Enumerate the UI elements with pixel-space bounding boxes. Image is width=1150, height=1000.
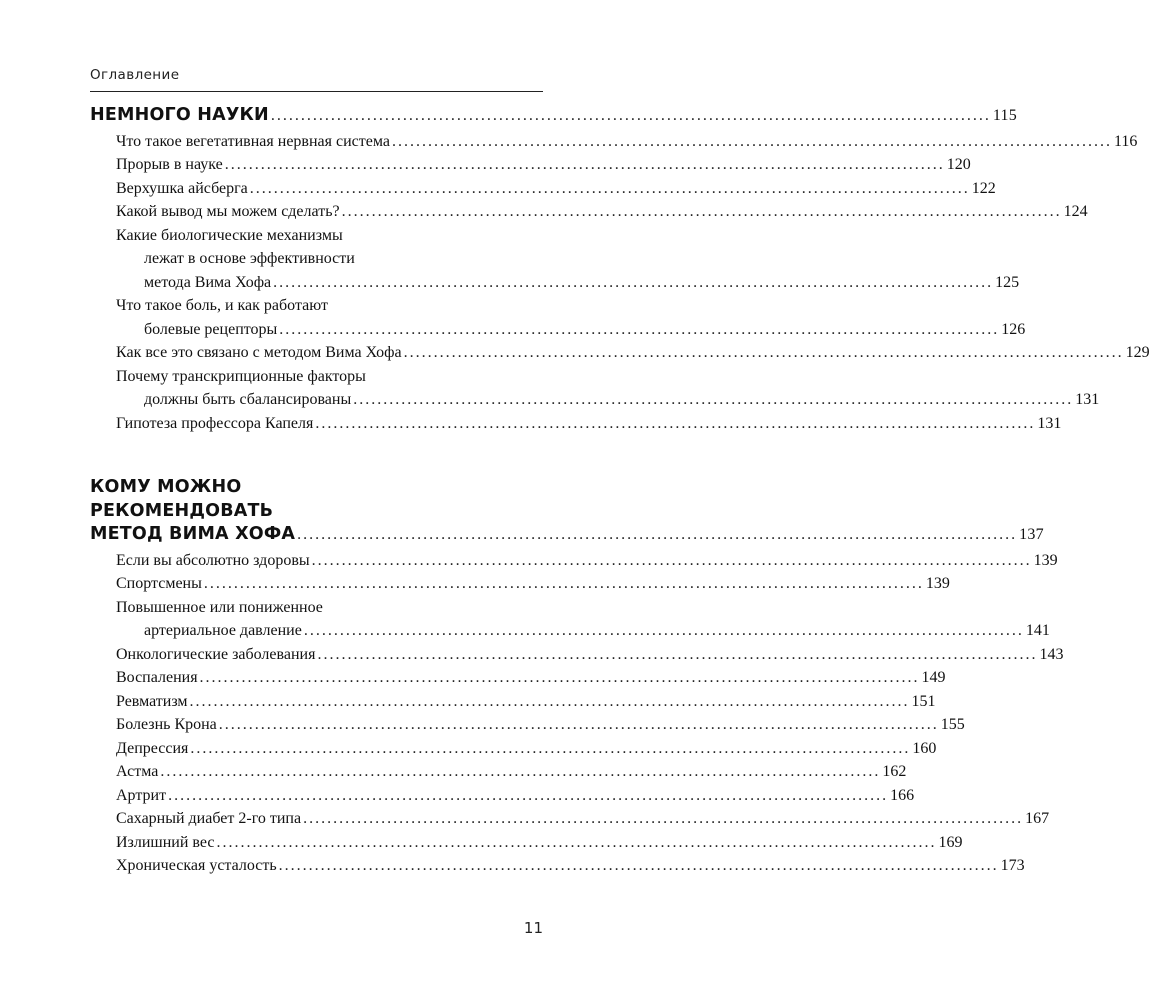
toc-entry-title: Если вы абсолютно здоровы <box>116 551 310 569</box>
dot-leader: ........................................................................................................................ <box>315 414 1036 432</box>
dot-leader: ........................................................................................................................ <box>353 391 1074 408</box>
dot-leader: ........................................................................................................................ <box>203 575 924 592</box>
toc-entry[interactable] <box>90 549 1058 573</box>
page-number: 11 <box>523 919 543 937</box>
toc-entry-title: Какой вывод мы можем сделать? <box>116 203 340 220</box>
toc-entry-page: 122 <box>971 179 996 197</box>
toc-entry-title: Депрессия <box>116 739 189 757</box>
toc-entry[interactable] <box>90 643 1064 667</box>
toc-entry[interactable] <box>90 412 1062 436</box>
dot-leader: ........................................................................................................................ <box>279 320 1000 338</box>
toc-entry-page: 141 <box>1025 622 1050 639</box>
dot-leader: ........................................................................................................................ <box>249 179 970 197</box>
section-heading-title: МЕТОД ВИМА ХОФА <box>90 524 296 544</box>
toc-entry-page: 155 <box>940 716 965 733</box>
header-rule <box>90 91 543 92</box>
toc-entry-page: 151 <box>911 692 936 710</box>
dot-leader: ........................................................................................................................ <box>168 786 889 804</box>
dot-leader: ........................................................................................................................ <box>224 156 945 173</box>
toc-entry-page: 120 <box>946 156 971 173</box>
toc-entry[interactable] <box>90 619 1050 643</box>
toc-entry-title: Что такое вегетативная нервная система <box>116 132 390 150</box>
dot-leader: ........................................................................................................................ <box>273 273 994 291</box>
toc-entry-page: 126 <box>1001 320 1026 338</box>
dot-leader: ........................................................................................................................ <box>189 692 910 710</box>
toc-entry[interactable] <box>90 130 1138 154</box>
toc-entry[interactable] <box>90 737 937 761</box>
toc-entry-title: Гипотеза профессора Капеля <box>116 414 314 432</box>
dot-leader: ........................................................................................................................ <box>297 526 1018 543</box>
toc-entry-title: Верхушка айсберга <box>116 179 248 197</box>
toc-entry-page: 169 <box>938 833 963 851</box>
section-heading-page: 137 <box>1019 526 1044 543</box>
dot-leader: ........................................................................................................................ <box>199 669 920 686</box>
toc-entry-page: 149 <box>921 669 946 686</box>
toc-entry[interactable] <box>90 572 950 596</box>
toc-entry-page: 173 <box>1000 857 1025 874</box>
toc-entry-title: Сахарный диабет 2-го типа <box>116 810 302 827</box>
toc-entry-line[interactable]: Повышенное или пониженное <box>116 598 323 616</box>
toc-entry-page: 167 <box>1025 810 1050 827</box>
dot-leader: ........................................................................................................................ <box>270 107 991 124</box>
toc-entry[interactable] <box>90 666 946 690</box>
toc-entry-title: Излишний вес <box>116 833 215 851</box>
toc-entry-line[interactable]: Что такое боль, и как работают <box>116 297 328 314</box>
toc-entry-title: Болезнь Крона <box>116 716 217 733</box>
section-heading[interactable] <box>90 104 1017 128</box>
toc-entry-page: 143 <box>1039 645 1064 663</box>
toc-entry-title: Спортсмены <box>116 575 202 592</box>
toc-entry-page: 124 <box>1063 203 1088 220</box>
dot-leader: ........................................................................................................................ <box>160 763 881 780</box>
toc-entry-title: Артрит <box>116 786 167 804</box>
toc-entry[interactable] <box>90 831 963 855</box>
toc-entry[interactable] <box>90 807 1050 831</box>
toc-entry[interactable] <box>90 177 996 201</box>
toc-entry[interactable] <box>90 388 1100 412</box>
running-head-title: Оглавление <box>90 67 180 83</box>
toc-entry-title: болевые рецепторы <box>144 320 278 338</box>
section-heading-page: 115 <box>992 107 1017 124</box>
toc-entry-page: 139 <box>925 575 950 592</box>
toc-entry-page: 160 <box>912 739 937 757</box>
toc-entry[interactable] <box>90 784 915 808</box>
toc-entry-title: метода Вима Хофа <box>144 273 272 291</box>
toc-section <box>90 104 1150 435</box>
toc-entry-title: должны быть сбалансированы <box>144 391 352 408</box>
toc-entry[interactable] <box>90 854 1025 878</box>
toc-entry-title: артериальное давление <box>144 622 302 639</box>
toc-entry-page: 116 <box>1113 132 1138 150</box>
toc-entry[interactable] <box>90 318 1026 342</box>
toc-entry[interactable] <box>90 760 907 784</box>
section-heading-line[interactable]: РЕКОМЕНДОВАТЬ <box>90 500 274 521</box>
dot-leader: ........................................................................................................................ <box>303 622 1024 639</box>
dot-leader: ........................................................................................................................ <box>278 857 999 874</box>
toc-section <box>90 476 1064 878</box>
dot-leader: ........................................................................................................................ <box>311 551 1032 569</box>
toc-entry[interactable] <box>90 200 1088 224</box>
toc-entry-title: Воспаления <box>116 669 198 686</box>
toc-entry[interactable] <box>90 713 965 737</box>
toc-entry-line[interactable]: Почему транскрипционные факторы <box>116 367 366 385</box>
toc-entry-title: Как все это связано с методом Вима Хофа <box>116 344 402 361</box>
toc-entry-title: Хроническая усталость <box>116 857 277 874</box>
dot-leader: ........................................................................................................................ <box>391 132 1112 150</box>
toc-entry-page: 166 <box>890 786 915 804</box>
dot-leader: ........................................................................................................................ <box>341 203 1062 220</box>
toc-entry-page: 131 <box>1075 391 1100 408</box>
dot-leader: ........................................................................................................................ <box>317 645 1038 663</box>
dot-leader: ........................................................................................................................ <box>403 344 1124 361</box>
toc-entry-title: Ревматизм <box>116 692 188 710</box>
dot-leader: ........................................................................................................................ <box>303 810 1024 827</box>
toc-entry-title: Онкологические заболевания <box>116 645 316 663</box>
section-heading-line[interactable]: КОМУ МОЖНО <box>90 477 242 497</box>
dot-leader: ........................................................................................................................ <box>216 833 937 851</box>
toc-entry-page: 129 <box>1125 344 1150 361</box>
dot-leader: ........................................................................................................................ <box>190 739 911 757</box>
toc-entry-page: 162 <box>882 763 907 780</box>
toc-entry-page: 131 <box>1037 414 1062 432</box>
toc-entry-line[interactable]: Какие биологические механизмы <box>116 226 343 244</box>
section-heading-title: НЕМНОГО НАУКИ <box>90 105 269 125</box>
toc-entry[interactable] <box>90 341 1150 365</box>
toc-entry[interactable] <box>90 690 936 714</box>
toc-entry-line[interactable]: лежат в основе эффективности <box>144 250 355 267</box>
toc-entry[interactable] <box>90 153 971 177</box>
toc-entry-title: Прорыв в науке <box>116 156 223 173</box>
section-heading[interactable] <box>90 523 1044 547</box>
toc-entry[interactable] <box>90 271 1020 295</box>
toc-entry-page: 125 <box>995 273 1020 291</box>
toc-entry-title: Астма <box>116 763 159 780</box>
dot-leader: ........................................................................................................................ <box>218 716 939 733</box>
toc-entry-page: 139 <box>1033 551 1058 569</box>
